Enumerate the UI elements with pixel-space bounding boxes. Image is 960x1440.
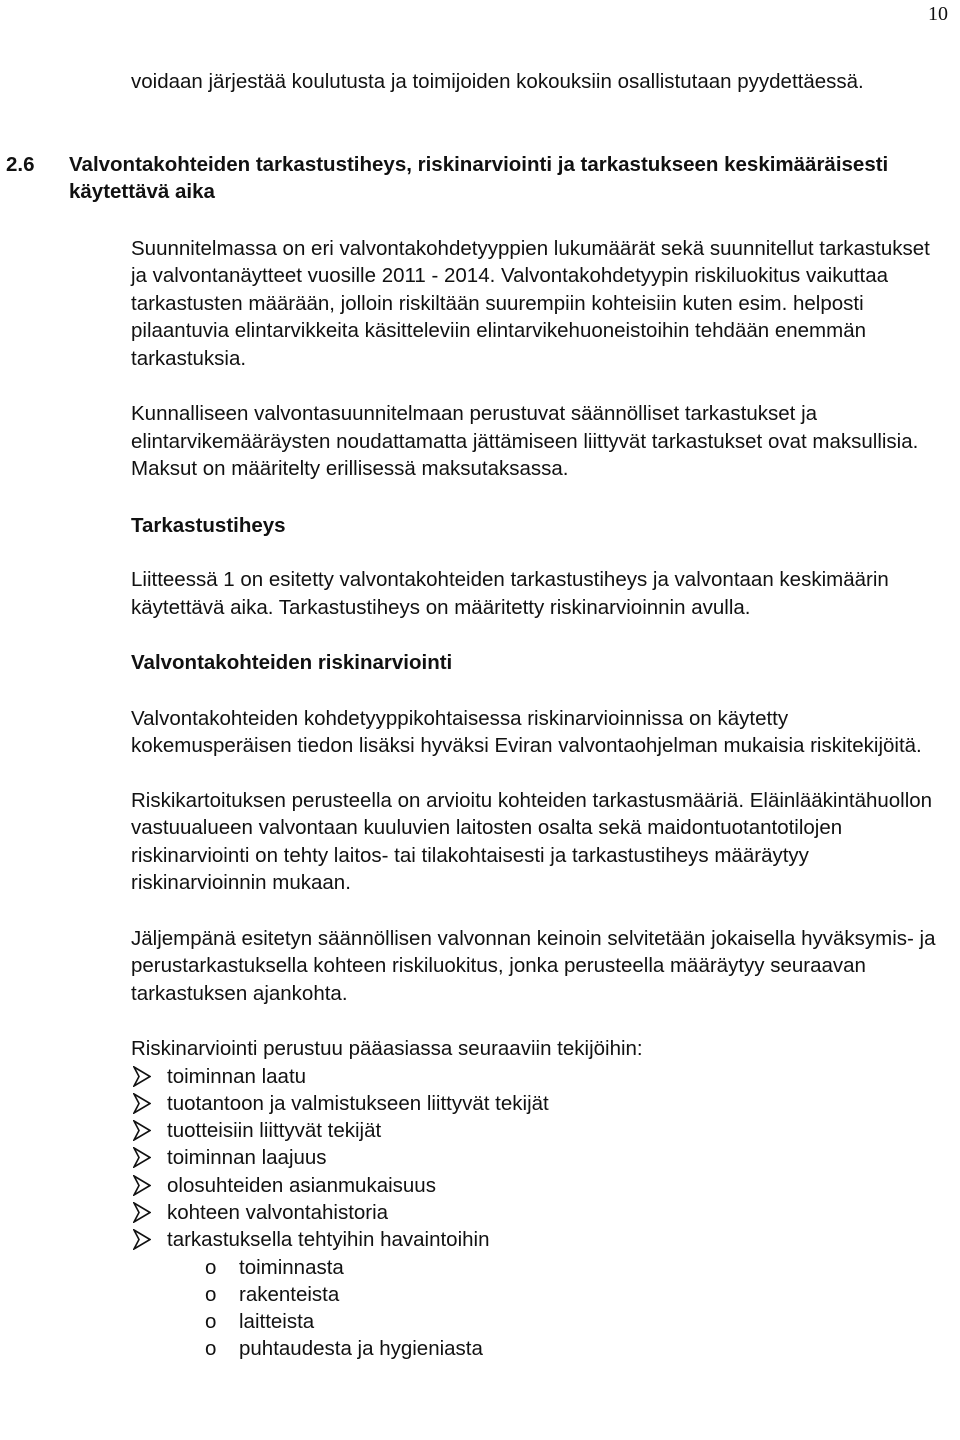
riskinarviointi-heading: Valvontakohteiden riskinarviointi	[131, 651, 453, 674]
arrow-bullet-icon	[133, 1093, 151, 1114]
sublist-item	[205, 1281, 943, 1308]
circle-bullet-icon: o	[205, 1337, 217, 1361]
riskinarviointi-paragraph-2: Riskikartoituksen perusteella on arvioitu kohteiden tarkastusmääriä. Eläinlääkintähuollon vastuualueen valvontaan kuuluvien laitosten osalta sekä maidontuotantotilojen riskinarviointi on tehty laitos- tai tilakohtaisesti ja tarkastustiheys määräytyy riskinarvioinnin mukaan.	[131, 788, 933, 894]
sublist-item-label: rakenteista	[239, 1282, 340, 1306]
sublist-item-label: puhtaudesta ja hygieniasta	[239, 1337, 483, 1361]
circle-bullet-icon: o	[205, 1282, 217, 1306]
arrow-bullet-icon	[133, 1066, 151, 1087]
arrow-bullet-icon	[133, 1202, 151, 1223]
circle-bullet-icon: o	[205, 1310, 217, 1334]
riskinarviointi-paragraph-1: Valvontakohteiden kohdetyyppikohtaisessa riskinarvioinnissa on käytetty kokemusperäisen tiedon lisäksi hyväksi Eviran valvontaohjelman mukaisia riskitekijöitä.	[131, 706, 922, 757]
list-item	[131, 1199, 943, 1226]
factors-intro: Riskinarviointi perustuu pääasiassa seuraaviin tekijöihin:	[131, 1037, 643, 1060]
list-item	[131, 1172, 943, 1199]
list-item	[131, 1063, 943, 1090]
section-heading	[6, 151, 943, 205]
circle-bullet-icon: o	[205, 1255, 217, 1279]
page-number: 10	[928, 3, 948, 25]
section-title: Valvontakohteiden tarkastustiheys, riskinarviointi ja tarkastukseen keskimääräisesti käytettävä aika	[69, 152, 889, 203]
section-number: 2.6	[6, 152, 35, 176]
section-paragraph-1: Suunnitelmassa on eri valvontakohdetyyppien lukumäärät sekä suunnitellut tarkastukset ja valvontanäytteet vuosille 2011 - 2014. Valvontakohdetyypin riskiluokitus vaikuttaa tarkastusten määrään, jolloin riskiltään suurempiin kohteisiin kuten esim. helposti pilaantuvia elintarvikkeita käsitteleviin elintarvikehuoneistoihin tehdään enemmän tarkastuksia.	[131, 236, 930, 370]
sublist-item-label: laitteista	[239, 1310, 315, 1334]
list-item	[131, 1144, 943, 1171]
risk-factor-list	[131, 1063, 943, 1363]
arrow-bullet-icon	[133, 1120, 151, 1141]
list-item-label: toiminnan laatu	[167, 1064, 307, 1088]
sublist-item-label: toiminnasta	[239, 1255, 344, 1279]
list-item-label: toiminnan laajuus	[167, 1146, 327, 1170]
list-item	[131, 1117, 943, 1144]
intro-paragraph: voidaan järjestää koulutusta ja toimijoiden kokouksiin osallistutaan pyydettäessä.	[131, 70, 864, 93]
arrow-bullet-icon	[133, 1175, 151, 1196]
list-item-label: olosuhteiden asianmukaisuus	[167, 1173, 436, 1197]
list-item-label: tuotteisiin liittyvät tekijät	[167, 1119, 382, 1143]
sublist-item	[205, 1308, 943, 1335]
list-item	[131, 1090, 943, 1117]
list-item-label: tuotantoon ja valmistukseen liittyvät tekijät	[167, 1091, 549, 1115]
sublist-item	[205, 1254, 943, 1281]
list-item	[131, 1226, 943, 1362]
tarkastustiheys-heading: Tarkastustiheys	[131, 513, 286, 537]
observation-sublist	[167, 1254, 943, 1363]
arrow-bullet-icon	[133, 1147, 151, 1168]
tarkastustiheys-paragraph: Liitteessä 1 on esitetty valvontakohteiden tarkastustiheys ja valvontaan keskimäärin käytettävä aika. Tarkastustiheys on määritetty riskinarvioinnin avulla.	[131, 568, 889, 619]
section-paragraph-2: Kunnalliseen valvontasuunnitelmaan perustuvat säännölliset tarkastukset ja elintarvikemääräysten noudattamatta jättämiseen liittyvät tarkastukset ovat maksullisia. Maksut on määritelty erillisessä maksutaksassa.	[131, 402, 919, 480]
list-item-label: kohteen valvontahistoria	[167, 1200, 389, 1224]
list-item-label: tarkastuksella tehtyihin havaintoihin	[167, 1228, 490, 1252]
riskinarviointi-paragraph-3: Jäljempänä esitetyn säännöllisen valvonnan keinoin selvitetään jokaisella hyväksymis- ja perustarkastuksella kohteen riskiluokitus, jonka perusteella määräytyy seuraavan tarkastuksen ajankohta.	[131, 926, 936, 1005]
arrow-bullet-icon	[133, 1229, 151, 1250]
document-body	[6, 68, 943, 1363]
sublist-item	[205, 1335, 943, 1362]
